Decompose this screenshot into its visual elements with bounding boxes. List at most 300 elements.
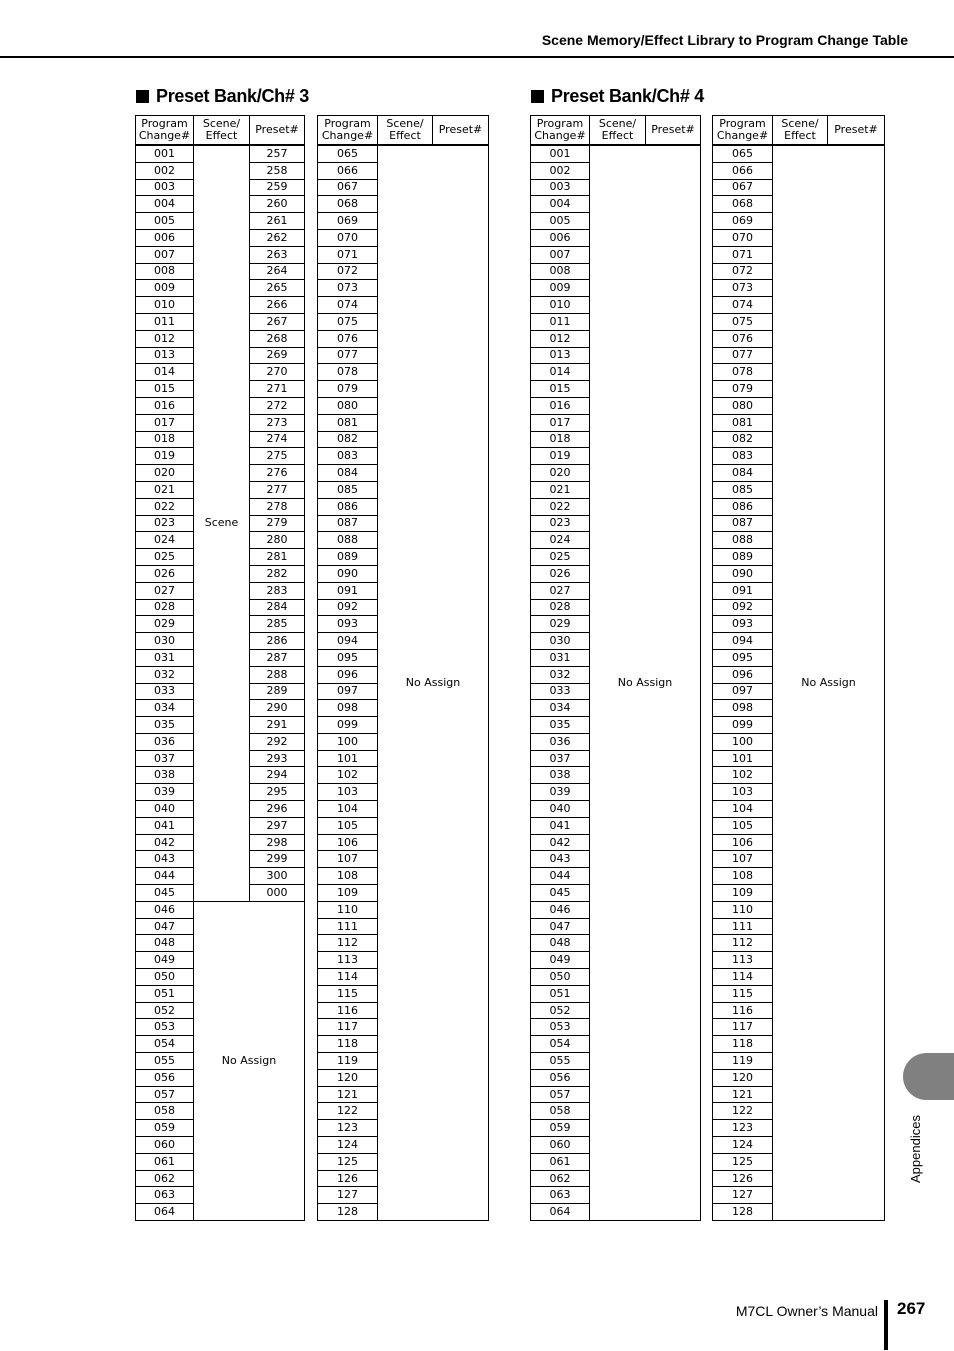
preset-cell: 283 [250,582,305,599]
program-change-cell: 037 [136,750,194,767]
program-change-cell: 045 [531,885,590,902]
program-change-cell: 078 [713,364,773,381]
program-change-cell: 004 [136,196,194,213]
program-change-cell: 061 [531,1153,590,1170]
program-change-cell: 100 [713,733,773,750]
program-change-cell: 127 [713,1187,773,1204]
program-change-cell: 127 [318,1187,378,1204]
program-change-cell: 032 [136,666,194,683]
no-assign-cell: No Assign [194,901,305,1220]
program-change-cell: 083 [318,448,378,465]
program-change-cell: 096 [713,666,773,683]
program-change-cell: 088 [318,532,378,549]
program-change-cell: 070 [713,229,773,246]
program-change-cell: 053 [136,1019,194,1036]
program-change-cell: 022 [136,498,194,515]
program-change-cell: 045 [136,885,194,902]
program-change-cell: 010 [136,297,194,314]
program-change-cell: 043 [531,851,590,868]
program-change-cell: 063 [136,1187,194,1204]
program-change-cell: 084 [713,465,773,482]
program-change-cell: 037 [531,750,590,767]
program-change-cell: 012 [531,330,590,347]
program-change-cell: 125 [713,1153,773,1170]
section-title-bank-3 [136,86,309,107]
program-change-cell: 025 [531,549,590,566]
program-change-cell: 039 [136,784,194,801]
program-change-cell: 120 [318,1069,378,1086]
program-change-cell: 123 [713,1120,773,1137]
no-assign-cell: No Assign [378,145,489,1221]
preset-cell: 275 [250,448,305,465]
program-change-cell: 050 [136,969,194,986]
preset-cell: 278 [250,498,305,515]
program-change-header: Program Change# [531,116,590,146]
program-change-cell: 008 [531,263,590,280]
program-change-cell: 102 [713,767,773,784]
program-change-cell: 004 [531,196,590,213]
program-change-cell: 007 [136,246,194,263]
program-change-cell: 101 [318,750,378,767]
program-change-cell: 072 [713,263,773,280]
program-change-cell: 053 [531,1019,590,1036]
preset-cell: 279 [250,515,305,532]
program-change-cell: 069 [713,213,773,230]
program-change-table-bank4-b [712,115,885,1221]
preset-cell: 294 [250,767,305,784]
program-change-cell: 077 [713,347,773,364]
scene-effect-header: Scene/ Effect [773,116,828,146]
preset-cell: 280 [250,532,305,549]
no-assign-cell: No Assign [590,145,701,1221]
preset-cell: 261 [250,213,305,230]
program-change-cell: 061 [136,1153,194,1170]
preset-cell: 285 [250,616,305,633]
preset-cell: 288 [250,666,305,683]
program-change-cell: 046 [531,901,590,918]
program-change-header: Program Change# [713,116,773,146]
scene-effect-header: Scene/ Effect [590,116,646,146]
program-change-cell: 062 [531,1170,590,1187]
program-change-cell: 119 [713,1053,773,1070]
program-change-cell: 106 [713,834,773,851]
program-change-cell: 016 [531,397,590,414]
preset-cell: 281 [250,549,305,566]
program-change-cell: 048 [136,935,194,952]
program-change-cell: 055 [136,1053,194,1070]
square-bullet-icon [136,90,149,103]
program-change-cell: 035 [531,717,590,734]
preset-header: Preset# [828,116,885,146]
program-change-cell: 013 [531,347,590,364]
program-change-cell: 084 [318,465,378,482]
program-change-cell: 067 [318,179,378,196]
table-header-row [531,116,701,146]
program-change-cell: 103 [318,784,378,801]
footer-manual-title: M7CL Owner’s Manual [735,1303,878,1319]
program-change-cell: 076 [713,330,773,347]
program-change-cell: 086 [713,498,773,515]
program-change-cell: 089 [713,549,773,566]
program-change-cell: 005 [136,213,194,230]
program-change-cell: 026 [531,565,590,582]
program-change-cell: 108 [713,868,773,885]
program-change-cell: 007 [531,246,590,263]
program-change-cell: 005 [531,213,590,230]
program-change-cell: 121 [713,1086,773,1103]
program-change-cell: 073 [713,280,773,297]
program-change-cell: 095 [713,649,773,666]
program-change-cell: 051 [136,985,194,1002]
section-title-bank-4 [531,86,704,107]
preset-cell: 292 [250,733,305,750]
program-change-cell: 051 [531,985,590,1002]
program-change-cell: 003 [136,179,194,196]
program-change-cell: 092 [713,599,773,616]
program-change-cell: 023 [136,515,194,532]
program-change-cell: 094 [318,633,378,650]
program-change-cell: 062 [136,1170,194,1187]
program-change-cell: 074 [713,297,773,314]
program-change-cell: 025 [136,549,194,566]
preset-cell: 289 [250,683,305,700]
program-change-cell: 112 [713,935,773,952]
program-change-cell: 043 [136,851,194,868]
program-change-cell: 008 [136,263,194,280]
preset-cell: 291 [250,717,305,734]
program-change-cell: 033 [531,683,590,700]
program-change-cell: 098 [713,700,773,717]
program-change-cell: 125 [318,1153,378,1170]
program-change-cell: 111 [713,918,773,935]
header-rule [0,56,954,58]
program-change-cell: 095 [318,649,378,666]
program-change-cell: 022 [531,498,590,515]
program-change-cell: 028 [531,599,590,616]
program-change-cell: 119 [318,1053,378,1070]
program-change-cell: 038 [136,767,194,784]
program-change-cell: 049 [136,952,194,969]
program-change-cell: 021 [136,481,194,498]
program-change-cell: 019 [136,448,194,465]
preset-cell: 265 [250,280,305,297]
program-change-cell: 009 [136,280,194,297]
program-change-table-bank3-b [317,115,489,1221]
program-change-cell: 098 [318,700,378,717]
program-change-cell: 017 [531,414,590,431]
table-header-row [136,116,305,146]
program-change-cell: 086 [318,498,378,515]
program-change-cell: 117 [713,1019,773,1036]
program-change-cell: 096 [318,666,378,683]
program-change-cell: 070 [318,229,378,246]
program-change-cell: 081 [713,414,773,431]
program-change-cell: 032 [531,666,590,683]
program-change-cell: 069 [318,213,378,230]
preset-cell: 269 [250,347,305,364]
preset-cell: 258 [250,162,305,179]
program-change-cell: 090 [713,565,773,582]
program-change-cell: 124 [318,1137,378,1154]
preset-cell: 297 [250,817,305,834]
running-header: Scene Memory/Effect Library to Program Change Table [541,32,908,48]
program-change-cell: 047 [531,918,590,935]
program-change-cell: 040 [531,801,590,818]
program-change-cell: 011 [531,313,590,330]
program-change-cell: 113 [318,952,378,969]
preset-cell: 264 [250,263,305,280]
program-change-cell: 100 [318,733,378,750]
program-change-cell: 020 [531,465,590,482]
program-change-cell: 054 [531,1036,590,1053]
program-change-cell: 099 [318,717,378,734]
square-bullet-icon [531,90,544,103]
program-change-cell: 089 [318,549,378,566]
program-change-cell: 107 [318,851,378,868]
preset-cell: 290 [250,700,305,717]
preset-cell: 286 [250,633,305,650]
preset-cell: 282 [250,565,305,582]
program-change-cell: 128 [318,1204,378,1221]
program-change-cell: 001 [136,145,194,162]
scene-effect-cell: Scene [194,145,250,901]
section-title-text: Preset Bank/Ch# 4 [551,86,704,106]
program-change-cell: 124 [713,1137,773,1154]
program-change-cell: 036 [531,733,590,750]
program-change-cell: 108 [318,868,378,885]
program-change-cell: 094 [713,633,773,650]
program-change-cell: 006 [531,229,590,246]
program-change-cell: 015 [531,381,590,398]
table-row [136,145,305,162]
program-change-cell: 065 [713,145,773,162]
program-change-cell: 087 [318,515,378,532]
program-change-cell: 033 [136,683,194,700]
no-assign-cell: No Assign [773,145,885,1221]
program-change-cell: 123 [318,1120,378,1137]
preset-header: Preset# [250,116,305,146]
program-change-cell: 080 [713,397,773,414]
program-change-cell: 072 [318,263,378,280]
program-change-cell: 091 [713,582,773,599]
program-change-cell: 092 [318,599,378,616]
program-change-cell: 027 [136,582,194,599]
program-change-cell: 002 [531,162,590,179]
preset-cell: 257 [250,145,305,162]
program-change-cell: 081 [318,414,378,431]
program-change-cell: 122 [318,1103,378,1120]
appendices-tab [903,1053,954,1100]
program-change-cell: 011 [136,313,194,330]
program-change-cell: 128 [713,1204,773,1221]
preset-cell: 267 [250,313,305,330]
program-change-cell: 038 [531,767,590,784]
program-change-cell: 104 [318,801,378,818]
program-change-cell: 034 [531,700,590,717]
program-change-cell: 110 [713,901,773,918]
program-change-cell: 126 [713,1170,773,1187]
preset-cell: 287 [250,649,305,666]
program-change-cell: 117 [318,1019,378,1036]
preset-cell: 293 [250,750,305,767]
program-change-cell: 047 [136,918,194,935]
program-change-cell: 035 [136,717,194,734]
program-change-cell: 076 [318,330,378,347]
program-change-cell: 104 [713,801,773,818]
program-change-cell: 074 [318,297,378,314]
program-change-cell: 109 [713,885,773,902]
program-change-cell: 103 [713,784,773,801]
preset-cell: 270 [250,364,305,381]
program-change-cell: 056 [531,1069,590,1086]
program-change-cell: 065 [318,145,378,162]
program-change-cell: 023 [531,515,590,532]
preset-cell: 284 [250,599,305,616]
program-change-cell: 044 [136,868,194,885]
program-change-cell: 112 [318,935,378,952]
program-change-cell: 036 [136,733,194,750]
program-change-cell: 030 [531,633,590,650]
program-change-cell: 111 [318,918,378,935]
program-change-cell: 042 [136,834,194,851]
program-change-cell: 017 [136,414,194,431]
program-change-cell: 071 [713,246,773,263]
program-change-cell: 075 [713,313,773,330]
program-change-cell: 054 [136,1036,194,1053]
program-change-cell: 115 [318,985,378,1002]
preset-cell: 000 [250,885,305,902]
preset-cell: 263 [250,246,305,263]
preset-cell: 274 [250,431,305,448]
program-change-cell: 093 [713,616,773,633]
program-change-cell: 106 [318,834,378,851]
section-title-text: Preset Bank/Ch# 3 [156,86,309,106]
program-change-cell: 085 [713,481,773,498]
program-change-cell: 018 [531,431,590,448]
program-change-cell: 002 [136,162,194,179]
program-change-cell: 115 [713,985,773,1002]
program-change-cell: 049 [531,952,590,969]
page-number: 267 [897,1299,926,1318]
program-change-table-bank3-a [135,115,305,1221]
program-change-cell: 073 [318,280,378,297]
table-header-row [713,116,885,146]
program-change-cell: 102 [318,767,378,784]
program-change-cell: 046 [136,901,194,918]
program-change-cell: 029 [531,616,590,633]
program-change-cell: 067 [713,179,773,196]
appendices-label: Appendices [908,1115,923,1183]
program-change-cell: 078 [318,364,378,381]
program-change-cell: 015 [136,381,194,398]
program-change-cell: 090 [318,565,378,582]
program-change-cell: 050 [531,969,590,986]
program-change-cell: 018 [136,431,194,448]
program-change-cell: 080 [318,397,378,414]
preset-cell: 259 [250,179,305,196]
program-change-cell: 114 [713,969,773,986]
program-change-cell: 028 [136,599,194,616]
program-change-cell: 093 [318,616,378,633]
program-change-cell: 077 [318,347,378,364]
program-change-cell: 068 [318,196,378,213]
program-change-cell: 019 [531,448,590,465]
preset-cell: 276 [250,465,305,482]
preset-cell: 268 [250,330,305,347]
program-change-header: Program Change# [318,116,378,146]
program-change-cell: 068 [713,196,773,213]
table-row [136,901,305,918]
preset-header: Preset# [646,116,701,146]
program-change-cell: 105 [713,817,773,834]
program-change-cell: 042 [531,834,590,851]
preset-cell: 273 [250,414,305,431]
scene-effect-header: Scene/ Effect [378,116,433,146]
program-change-cell: 079 [318,381,378,398]
program-change-cell: 121 [318,1086,378,1103]
program-change-cell: 001 [531,145,590,162]
program-change-cell: 039 [531,784,590,801]
program-change-cell: 020 [136,465,194,482]
program-change-cell: 006 [136,229,194,246]
program-change-cell: 048 [531,935,590,952]
program-change-cell: 087 [713,515,773,532]
preset-cell: 300 [250,868,305,885]
program-change-cell: 044 [531,868,590,885]
program-change-cell: 012 [136,330,194,347]
program-change-cell: 010 [531,297,590,314]
program-change-cell: 056 [136,1069,194,1086]
program-change-cell: 003 [531,179,590,196]
table-row [531,145,701,162]
program-change-cell: 052 [136,1002,194,1019]
program-change-table-bank4-a [530,115,701,1221]
program-change-cell: 059 [136,1120,194,1137]
program-change-cell: 060 [531,1137,590,1154]
program-change-cell: 066 [318,162,378,179]
program-change-cell: 031 [531,649,590,666]
program-change-cell: 085 [318,481,378,498]
program-change-header: Program Change# [136,116,194,146]
program-change-cell: 057 [531,1086,590,1103]
program-change-cell: 014 [136,364,194,381]
program-change-cell: 120 [713,1069,773,1086]
program-change-cell: 126 [318,1170,378,1187]
program-change-cell: 041 [531,817,590,834]
program-change-cell: 116 [318,1002,378,1019]
program-change-cell: 083 [713,448,773,465]
program-change-cell: 109 [318,885,378,902]
program-change-cell: 110 [318,901,378,918]
program-change-cell: 082 [713,431,773,448]
program-change-cell: 040 [136,801,194,818]
program-change-cell: 014 [531,364,590,381]
program-change-cell: 021 [531,481,590,498]
preset-cell: 298 [250,834,305,851]
table-row [318,145,489,162]
program-change-cell: 058 [531,1103,590,1120]
program-change-cell: 118 [713,1036,773,1053]
preset-cell: 295 [250,784,305,801]
program-change-cell: 105 [318,817,378,834]
program-change-cell: 064 [136,1204,194,1221]
preset-cell: 296 [250,801,305,818]
program-change-cell: 122 [713,1103,773,1120]
program-change-cell: 030 [136,633,194,650]
program-change-cell: 088 [713,532,773,549]
preset-cell: 271 [250,381,305,398]
program-change-cell: 024 [531,532,590,549]
